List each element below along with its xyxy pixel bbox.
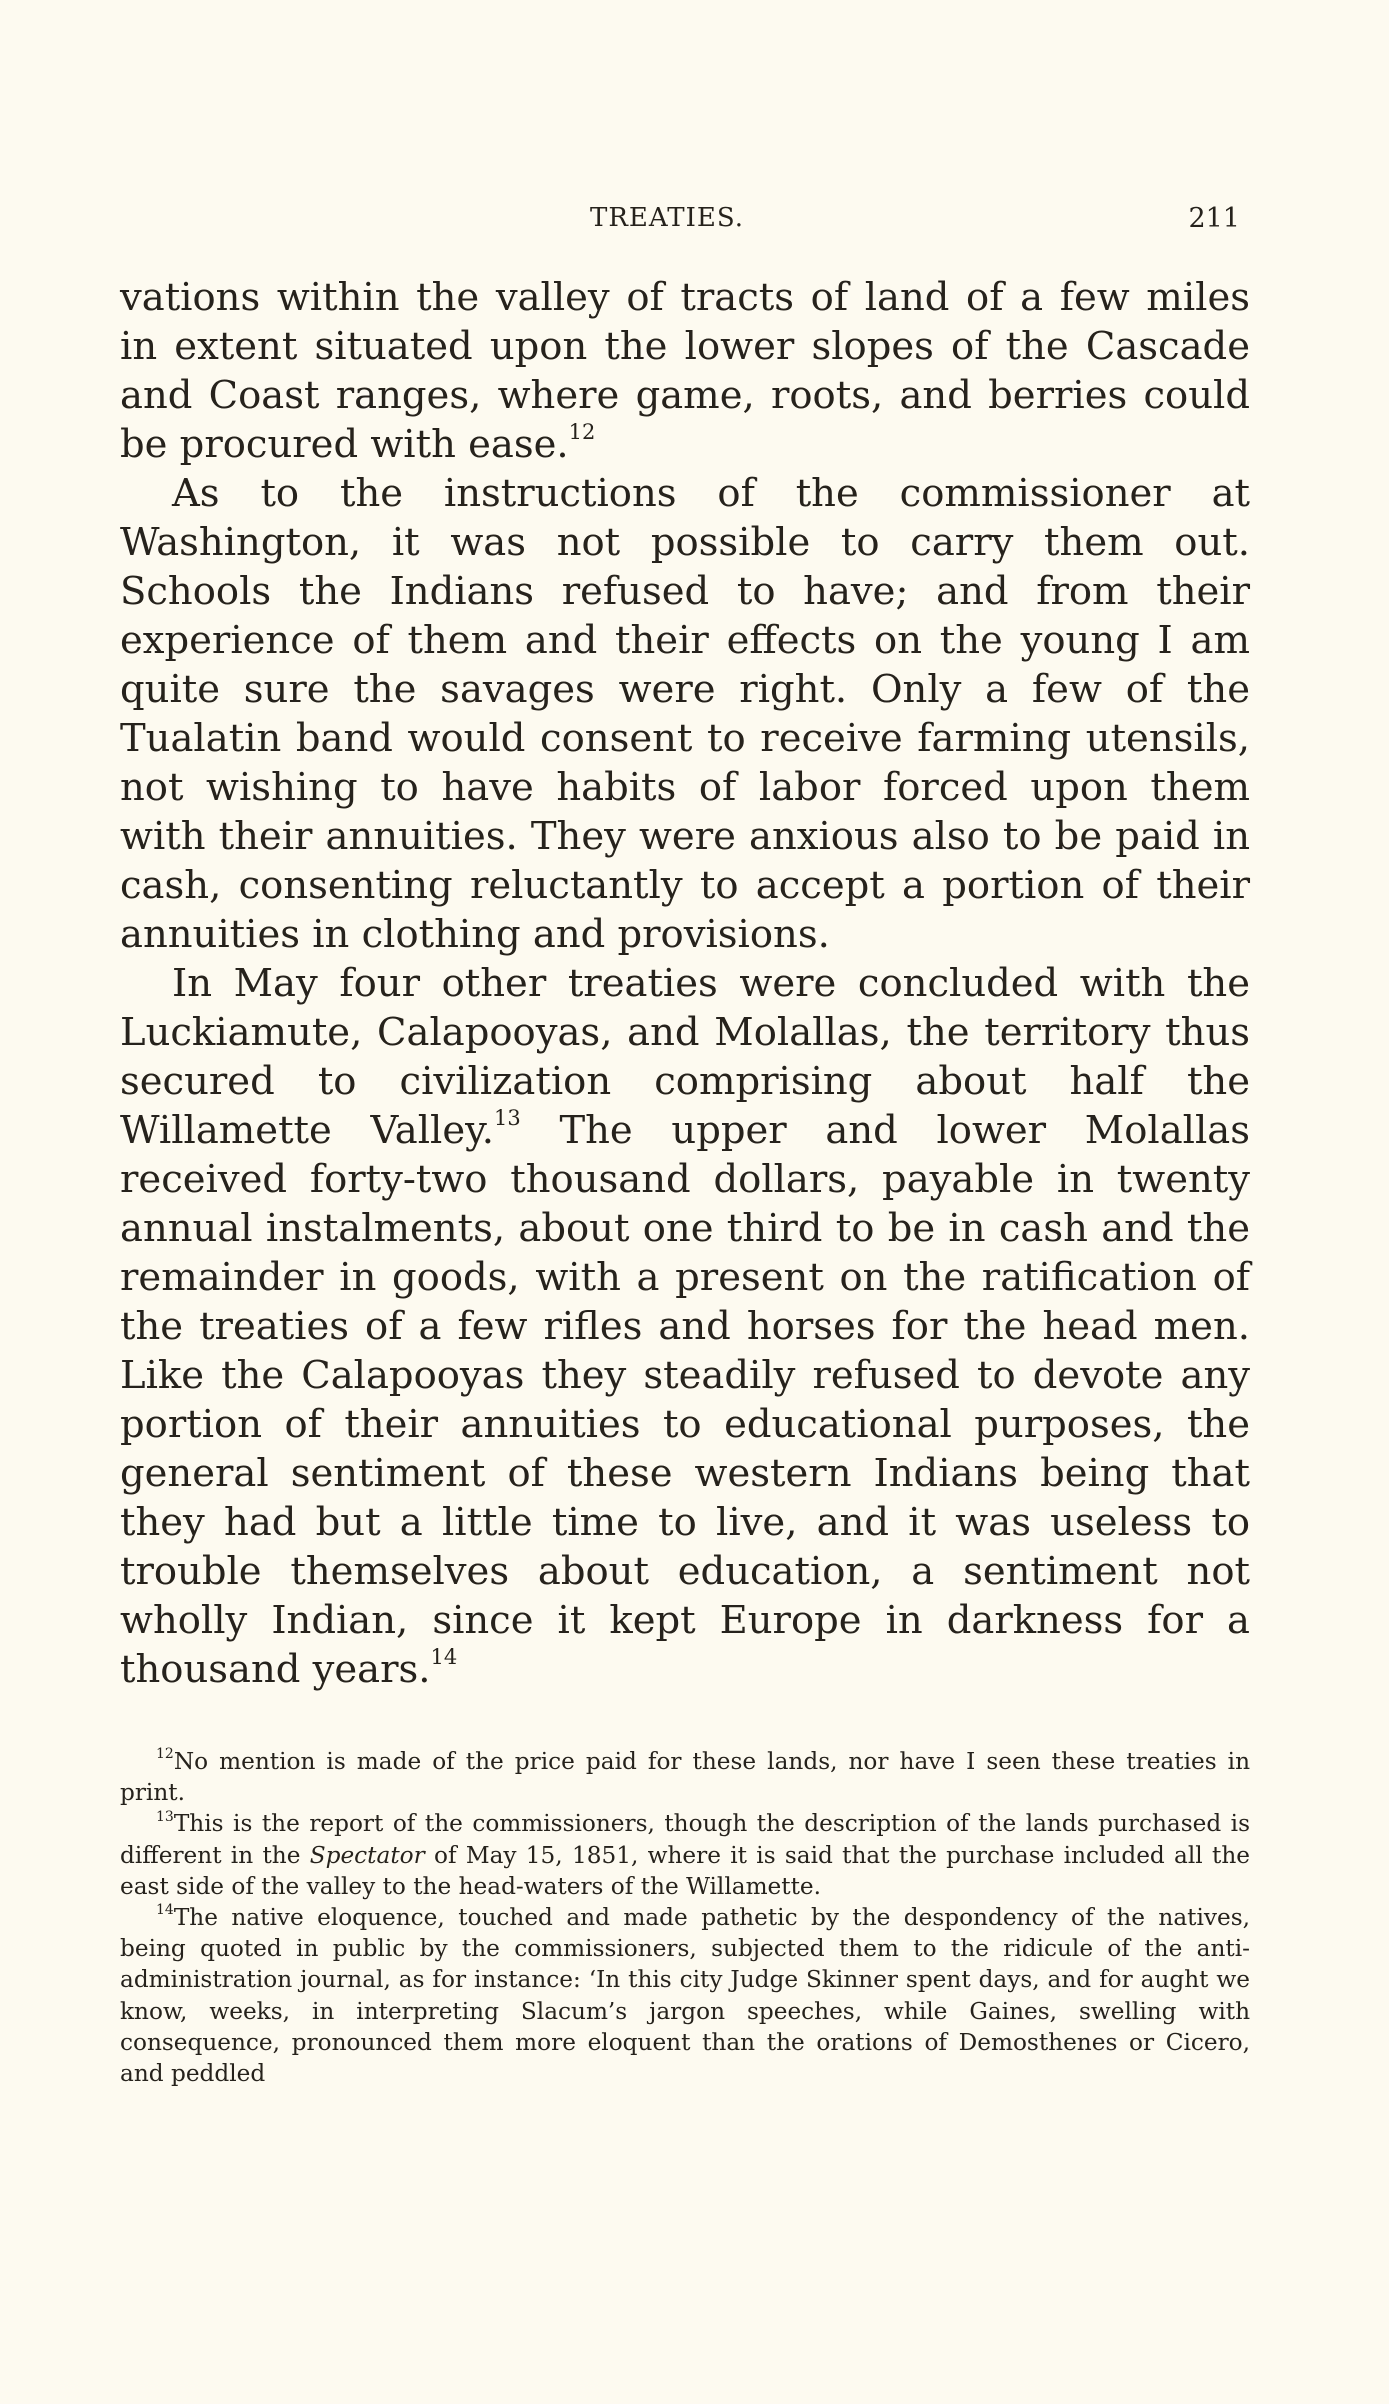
paragraph-3-text-b: The upper and lower Molallas received forty-two thousand dollars, payable in twenty annual instalments, about one third to be in cash and the remainder in goods, with a present on the ratification of the treaties of a few rifles and horses for the head men. Like the Calapooyas they steadily refused to devote any portion of their annuities to educational purposes, the general sentiment of these western Indians being that they had but a little time to live, and it was useless to trouble themselves about education, a sentiment not wholly Indian, since it kept Europe in darkness for a thousand years. xyxy=(120,1108,1250,1692)
running-title: TREATIES. xyxy=(590,203,744,233)
footnote-13 xyxy=(120,1808,1250,1902)
footnote-13-publication: Spectator xyxy=(309,1841,425,1869)
footnote-12-text: No mention is made of the price paid for these lands, nor have I seen these treaties in print. xyxy=(120,1748,1250,1807)
footnote-marker-14: 14 xyxy=(156,1902,174,1919)
paragraph-2 xyxy=(120,469,1250,959)
footnote-ref-13: 13 xyxy=(494,1106,521,1131)
footnote-marker-13: 13 xyxy=(156,1808,174,1825)
paragraph-2-text: As to the instructions of the commissioner at Washington, it was not possible to carry them out. Schools the Indians refused to have; and from their experience of them and their effects on the young I am quite sure the savages were right. Only a few of the Tualatin band would consent to receive farming utensils, not wishing to have habits of labor forced upon them with their annuities. They were anxious also to be paid in cash, consenting reluctantly to accept a portion of their annuities in clothing and provisions. xyxy=(120,471,1250,957)
paragraph-3-text-a: In May four other treaties were concluded with the Luckiamute, Calapooyas, and Molallas, the territory thus secured to civilization comprising about half the Willamette Valley. xyxy=(120,961,1250,1153)
footnotes xyxy=(120,1746,1250,2089)
paragraph-1-text: vations within the valley of tracts of land of a few miles in extent situated upon the lower slopes of the Cascade and Coast ranges, where game, roots, and berries could be procured with ease. xyxy=(120,275,1250,467)
page-header xyxy=(120,195,1250,255)
body-text xyxy=(120,273,1250,1694)
footnote-14 xyxy=(120,1902,1250,2089)
page-number: 211 xyxy=(1188,203,1240,234)
footnote-ref-12: 12 xyxy=(568,420,596,445)
book-page xyxy=(120,195,1250,2089)
paragraph-3 xyxy=(120,959,1250,1694)
footnote-ref-14: 14 xyxy=(430,1645,458,1670)
footnote-12 xyxy=(120,1746,1250,1808)
footnote-13-text-a: This is the report of the commissioners, though the description of the lands purchased is different in the xyxy=(120,1810,1250,1869)
footnote-marker-12: 12 xyxy=(156,1746,174,1763)
footnote-14-text: The native eloquence, touched and made pathetic by the despondency of the natives, being quoted in public by the commissioners, subjected them to the ridicule of the anti-administration journal, as for instance: ‘In this city Judge Skinner spent days, and for aught we know, weeks, in interpreting Slacum’s jargon speeches, while Gaines, swelling with consequence, pronounced them more eloquent than the orations of Demosthenes or Cicero, and peddled xyxy=(120,1904,1250,2088)
footnote-13-text-b: of May 15, 1851, where it is said that the purchase included all the east side of the valley to the head-waters of the Willamette. xyxy=(120,1841,1250,1900)
paragraph-1 xyxy=(120,273,1250,469)
